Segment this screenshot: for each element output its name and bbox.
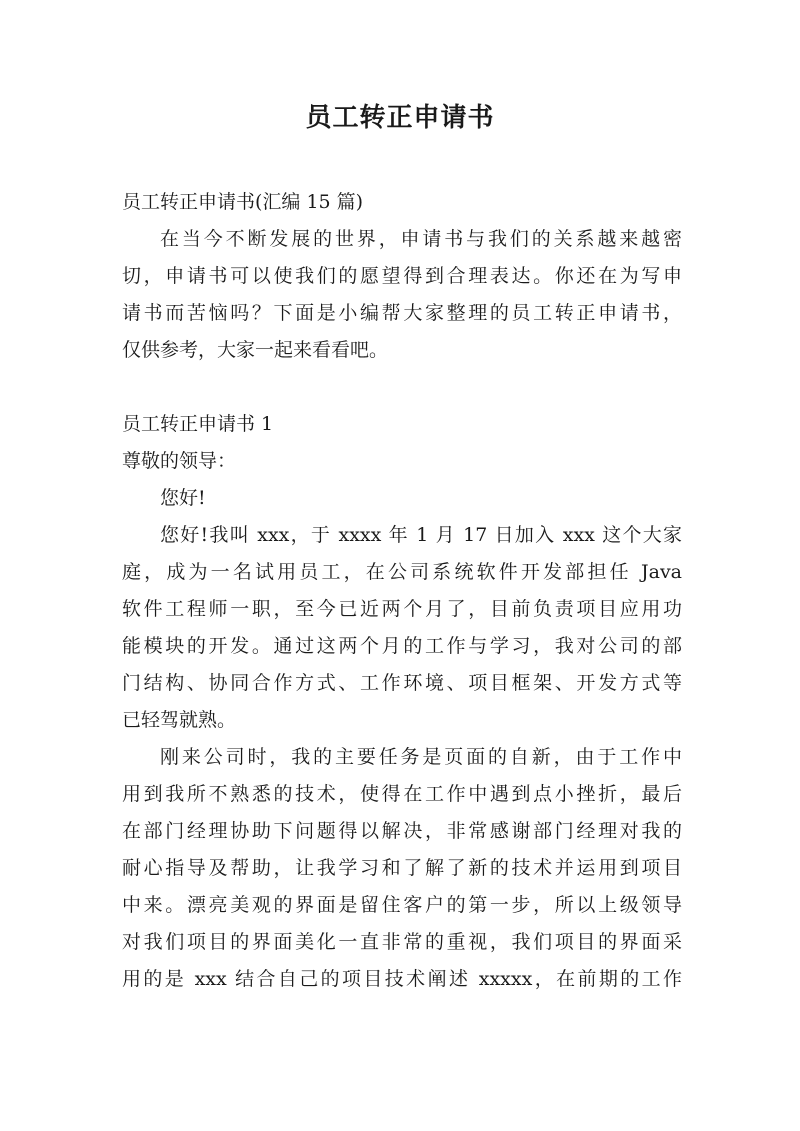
paragraph-2-line-7: 用的是 xxx 结合自己的项目技术阐述 xxxxx，在前期的工作 xyxy=(122,968,682,990)
salutation: 尊敬的领导： xyxy=(122,450,237,472)
spacer xyxy=(122,369,682,406)
paragraph-1-line-1: 您好!我叫 xxx，于 xxxx 年 1 月 17 日加入 xxx 这个大家 xyxy=(160,524,682,546)
paragraph-2-line-1: 刚来公司时，我的主要任务是页面的自新，由于工作中 xyxy=(160,746,682,768)
paragraph-1-line-4: 能模块的开发。通过这两个月的工作与学习，我对公司的部 xyxy=(122,635,682,657)
greeting: 您好! xyxy=(160,487,206,509)
paragraph-2-line-6: 对我们项目的界面美化一直非常的重视，我们项目的界面采 xyxy=(122,931,682,953)
paragraph-1-line-2: 庭，成为一名试用员工，在公司系统软件开发部担任 Java xyxy=(122,561,682,583)
paragraph-1-line-6: 已轻驾就熟。 xyxy=(122,709,237,731)
intro-line-2: 切，申请书可以使我们的愿望得到合理表达。你还在为写申 xyxy=(122,265,682,287)
paragraph-2-line-4: 耐心指导及帮助，让我学习和了解了新的技术并运用到项目 xyxy=(122,857,682,879)
paragraph-2-line-2: 用到我所不熟悉的技术，使得在工作中遇到点小挫折，最后 xyxy=(122,783,682,805)
paragraph-2-line-3: 在部门经理协助下问题得以解决，非常感谢部门经理对我的 xyxy=(122,820,682,842)
document-body xyxy=(122,184,682,998)
intro-line-4: 仅供参考，大家一起来看看吧。 xyxy=(122,339,389,361)
intro-line-1: 在当今不断发展的世界，申请书与我们的关系越来越密 xyxy=(160,228,682,250)
paragraph-1-line-3: 软件工程师一职，至今已近两个月了，目前负责项目应用功 xyxy=(122,598,682,620)
paragraph-1-line-5: 门结构、协同合作方式、工作环境、项目框架、开发方式等 xyxy=(122,672,682,694)
paragraph-2-line-5: 中来。漂亮美观的界面是留住客户的第一步，所以上级领导 xyxy=(122,894,682,916)
document-title: 员工转正申请书 xyxy=(305,103,495,133)
intro-line-3: 请书而苦恼吗？下面是小编帮大家整理的员工转正申请书， xyxy=(122,302,682,324)
collection-heading: 员工转正申请书(汇编 15 篇) xyxy=(122,191,364,213)
section-heading: 员工转正申请书 1 xyxy=(122,413,274,435)
